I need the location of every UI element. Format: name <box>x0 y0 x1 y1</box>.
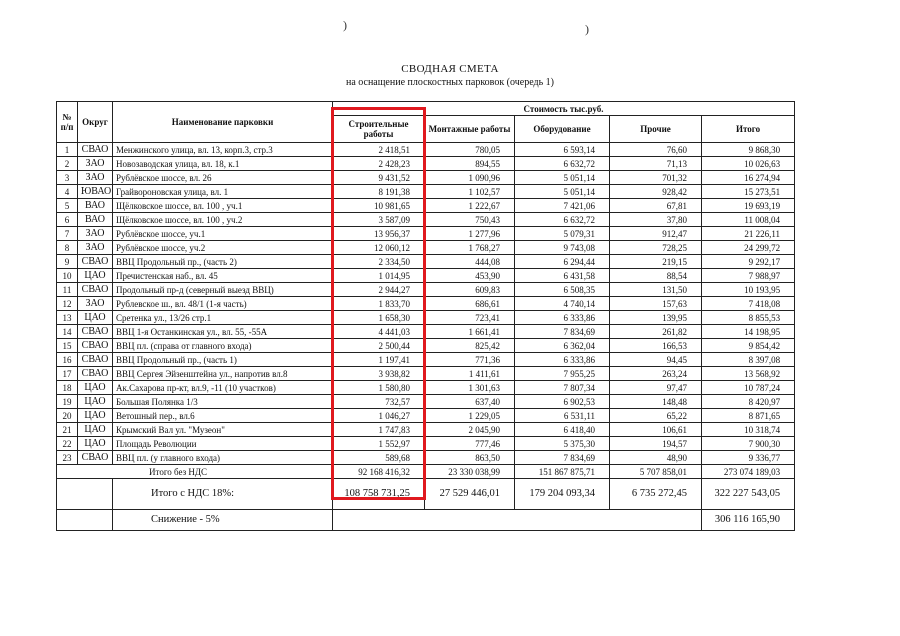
row-parking-name: Крымский Вал ул. "Музеон" <box>113 423 333 437</box>
row-installation: 894,55 <box>425 157 515 171</box>
row-construction: 1 833,70 <box>333 297 425 311</box>
row-okrug: ЦАО <box>78 409 113 423</box>
table-row <box>57 353 795 367</box>
table-row <box>57 143 795 157</box>
row-other: 88,54 <box>610 269 702 283</box>
row-parking-name: Площадь Революции <box>113 437 333 451</box>
document-subtitle: на оснащение плоскостных парковок (очередь 1) <box>345 77 555 88</box>
row-number: 14 <box>57 325 78 339</box>
row-construction: 9 431,52 <box>333 171 425 185</box>
row-installation: 2 045,90 <box>425 423 515 437</box>
row-other: 131,50 <box>610 283 702 297</box>
scan-mark-left: ) <box>343 18 347 32</box>
row-total: 10 026,63 <box>702 157 795 171</box>
row-total: 7 988,97 <box>702 269 795 283</box>
total-no-vat-construction: 92 168 416,32 <box>333 465 425 479</box>
row-construction: 12 060,12 <box>333 241 425 255</box>
row-installation: 1 661,41 <box>425 325 515 339</box>
row-other: 71,13 <box>610 157 702 171</box>
row-installation: 609,83 <box>425 283 515 297</box>
row-equipment: 6 294,44 <box>515 255 610 269</box>
row-parking-name: Ак.Сахарова пр-кт, вл.9, -11 (10 участков) <box>113 381 333 395</box>
row-equipment: 5 375,30 <box>515 437 610 451</box>
row-installation: 1 301,63 <box>425 381 515 395</box>
row-equipment: 5 051,14 <box>515 171 610 185</box>
row-installation: 1 102,57 <box>425 185 515 199</box>
table-row <box>57 269 795 283</box>
row-construction: 2 428,23 <box>333 157 425 171</box>
row-total: 9 868,30 <box>702 143 795 157</box>
row-okrug: ЗАО <box>78 171 113 185</box>
row-equipment: 6 632,72 <box>515 213 610 227</box>
total-vat-row <box>57 479 795 510</box>
row-other: 48,90 <box>610 451 702 465</box>
table-row <box>57 381 795 395</box>
discount-blank <box>57 510 113 531</box>
row-equipment: 7 807,34 <box>515 381 610 395</box>
header-name: Наименование парковки <box>113 102 333 143</box>
row-okrug: СВАО <box>78 339 113 353</box>
row-construction: 10 981,65 <box>333 199 425 213</box>
row-parking-name: Щёлковское шоссе, вл. 100 , уч.1 <box>113 199 333 213</box>
table-row <box>57 395 795 409</box>
table-row <box>57 227 795 241</box>
total-vat-total: 322 227 543,05 <box>702 479 795 510</box>
row-number: 7 <box>57 227 78 241</box>
row-number: 12 <box>57 297 78 311</box>
total-no-vat-installation: 23 330 038,99 <box>425 465 515 479</box>
row-other: 928,42 <box>610 185 702 199</box>
row-number: 23 <box>57 451 78 465</box>
row-equipment: 6 333,86 <box>515 353 610 367</box>
header-okrug: Округ <box>78 102 113 143</box>
row-total: 8 397,08 <box>702 353 795 367</box>
row-total: 14 198,95 <box>702 325 795 339</box>
row-parking-name: Менжинского улица, вл. 13, корп.3, стр.3 <box>113 143 333 157</box>
row-installation: 1 090,96 <box>425 171 515 185</box>
row-number: 19 <box>57 395 78 409</box>
row-total: 8 871,65 <box>702 409 795 423</box>
row-parking-name: Рублёвское шоссе, вл. 26 <box>113 171 333 185</box>
row-equipment: 6 531,11 <box>515 409 610 423</box>
row-construction: 1 580,80 <box>333 381 425 395</box>
row-total: 15 273,51 <box>702 185 795 199</box>
row-parking-name: Ветошный пер., вл.6 <box>113 409 333 423</box>
row-parking-name: Щёлковское шоссе, вл. 100 , уч.2 <box>113 213 333 227</box>
row-equipment: 6 902,53 <box>515 395 610 409</box>
row-okrug: ЦАО <box>78 395 113 409</box>
header-col-construction: Строительные работы <box>333 116 425 143</box>
row-total: 13 568,92 <box>702 367 795 381</box>
row-parking-name: ВВЦ пл. (справа от главного входа) <box>113 339 333 353</box>
row-construction: 1 747,83 <box>333 423 425 437</box>
row-installation: 863,50 <box>425 451 515 465</box>
row-construction: 1 014,95 <box>333 269 425 283</box>
row-total: 9 336,77 <box>702 451 795 465</box>
row-installation: 686,61 <box>425 297 515 311</box>
row-other: 65,22 <box>610 409 702 423</box>
row-parking-name: Рублёвское шоссе, уч.1 <box>113 227 333 241</box>
row-total: 8 420,97 <box>702 395 795 409</box>
row-equipment: 7 834,69 <box>515 451 610 465</box>
row-total: 11 008,04 <box>702 213 795 227</box>
discount-value: 306 116 165,90 <box>702 510 795 531</box>
row-parking-name: ВВЦ Продольный пр., (часть 1) <box>113 353 333 367</box>
row-other: 97,47 <box>610 381 702 395</box>
row-installation: 1 277,96 <box>425 227 515 241</box>
row-okrug: ЗАО <box>78 297 113 311</box>
document-title: СВОДНАЯ СМЕТА <box>401 63 499 75</box>
row-installation: 444,08 <box>425 255 515 269</box>
row-equipment: 6 632,72 <box>515 157 610 171</box>
row-other: 157,63 <box>610 297 702 311</box>
row-total: 16 274,94 <box>702 171 795 185</box>
row-number: 18 <box>57 381 78 395</box>
row-construction: 2 418,51 <box>333 143 425 157</box>
row-total: 8 855,53 <box>702 311 795 325</box>
total-vat-construction: 108 758 731,25 <box>333 479 425 510</box>
row-construction: 2 944,27 <box>333 283 425 297</box>
row-number: 15 <box>57 339 78 353</box>
table-row <box>57 423 795 437</box>
table-row <box>57 283 795 297</box>
total-vat-label: Итого с НДС 18%: <box>113 479 333 510</box>
row-parking-name: Пречистенская наб., вл. 45 <box>113 269 333 283</box>
row-equipment: 6 508,35 <box>515 283 610 297</box>
row-construction: 1 658,30 <box>333 311 425 325</box>
header-col-other: Прочие <box>610 116 702 143</box>
row-other: 106,61 <box>610 423 702 437</box>
total-no-vat-equipment: 151 867 875,71 <box>515 465 610 479</box>
table-row <box>57 437 795 451</box>
row-number: 11 <box>57 283 78 297</box>
table-row <box>57 311 795 325</box>
row-construction: 13 956,37 <box>333 227 425 241</box>
table-row <box>57 171 795 185</box>
row-number: 16 <box>57 353 78 367</box>
row-other: 728,25 <box>610 241 702 255</box>
row-parking-name: Рублевское ш., вл. 48/1 (1-я часть) <box>113 297 333 311</box>
row-total: 21 226,11 <box>702 227 795 241</box>
row-parking-name: ВВЦ Сергея Эйзенштейна ул., напротив вл.8 <box>113 367 333 381</box>
row-other: 37,80 <box>610 213 702 227</box>
row-okrug: СВАО <box>78 255 113 269</box>
table-row <box>57 241 795 255</box>
table-row <box>57 185 795 199</box>
table-row <box>57 213 795 227</box>
row-okrug: ВАО <box>78 199 113 213</box>
estimate-table <box>56 101 795 531</box>
row-parking-name: ВВЦ пл. (у главного входа) <box>113 451 333 465</box>
row-total: 10 787,24 <box>702 381 795 395</box>
row-other: 219,15 <box>610 255 702 269</box>
discount-spacer <box>333 510 702 531</box>
row-other: 148,48 <box>610 395 702 409</box>
header-col-installation: Монтажные работы <box>425 116 515 143</box>
total-vat-installation: 27 529 446,01 <box>425 479 515 510</box>
table-row <box>57 409 795 423</box>
row-okrug: ВАО <box>78 213 113 227</box>
total-no-vat-label: Итого без НДС <box>57 465 333 479</box>
row-equipment: 5 079,31 <box>515 227 610 241</box>
row-construction: 3 587,09 <box>333 213 425 227</box>
row-other: 166,53 <box>610 339 702 353</box>
row-other: 139,95 <box>610 311 702 325</box>
row-construction: 1 046,27 <box>333 409 425 423</box>
row-parking-name: ВВЦ 1-я Останкинская ул., вл. 55, -55А <box>113 325 333 339</box>
row-installation: 1 768,27 <box>425 241 515 255</box>
row-okrug: ЦАО <box>78 423 113 437</box>
row-other: 261,82 <box>610 325 702 339</box>
row-okrug: ЦАО <box>78 269 113 283</box>
total-vat-equipment: 179 204 093,34 <box>515 479 610 510</box>
row-okrug: ЦАО <box>78 311 113 325</box>
row-equipment: 7 421,06 <box>515 199 610 213</box>
row-installation: 777,46 <box>425 437 515 451</box>
row-okrug: СВАО <box>78 451 113 465</box>
row-equipment: 6 593,14 <box>515 143 610 157</box>
row-total: 7 418,08 <box>702 297 795 311</box>
row-equipment: 6 333,86 <box>515 311 610 325</box>
row-total: 19 693,19 <box>702 199 795 213</box>
row-number: 2 <box>57 157 78 171</box>
header-col-total: Итого <box>702 116 795 143</box>
row-construction: 3 938,82 <box>333 367 425 381</box>
row-equipment: 6 431,58 <box>515 269 610 283</box>
row-total: 10 193,95 <box>702 283 795 297</box>
table-row <box>57 451 795 465</box>
row-installation: 825,42 <box>425 339 515 353</box>
row-okrug: СВАО <box>78 353 113 367</box>
row-equipment: 7 955,25 <box>515 367 610 381</box>
table-row <box>57 325 795 339</box>
row-number: 3 <box>57 171 78 185</box>
row-construction: 2 334,50 <box>333 255 425 269</box>
row-number: 17 <box>57 367 78 381</box>
total-vat-blank <box>57 479 113 510</box>
row-installation: 1 222,67 <box>425 199 515 213</box>
row-okrug: ЮВАО <box>78 185 113 199</box>
discount-label: Снижение - 5% <box>113 510 333 531</box>
row-number: 6 <box>57 213 78 227</box>
row-installation: 453,90 <box>425 269 515 283</box>
row-equipment: 6 418,40 <box>515 423 610 437</box>
row-parking-name: Большая Полянка 1/3 <box>113 395 333 409</box>
row-okrug: ЦАО <box>78 437 113 451</box>
row-total: 7 900,30 <box>702 437 795 451</box>
row-other: 94,45 <box>610 353 702 367</box>
row-parking-name: Грайвороновская улица, вл. 1 <box>113 185 333 199</box>
row-number: 1 <box>57 143 78 157</box>
row-installation: 780,05 <box>425 143 515 157</box>
row-construction: 589,68 <box>333 451 425 465</box>
row-other: 912,47 <box>610 227 702 241</box>
table-row <box>57 367 795 381</box>
row-total: 10 318,74 <box>702 423 795 437</box>
row-number: 4 <box>57 185 78 199</box>
row-installation: 1 411,61 <box>425 367 515 381</box>
row-construction: 1 197,41 <box>333 353 425 367</box>
total-vat-other: 6 735 272,45 <box>610 479 702 510</box>
row-equipment: 9 743,08 <box>515 241 610 255</box>
row-other: 67,81 <box>610 199 702 213</box>
row-okrug: СВАО <box>78 325 113 339</box>
row-number: 13 <box>57 311 78 325</box>
scan-mark-right: ) <box>585 22 589 36</box>
total-no-vat-row <box>57 465 795 479</box>
total-no-vat-other: 5 707 858,01 <box>610 465 702 479</box>
header-num: № п/п <box>57 102 78 143</box>
row-number: 10 <box>57 269 78 283</box>
table-row <box>57 255 795 269</box>
row-number: 21 <box>57 423 78 437</box>
row-installation: 771,36 <box>425 353 515 367</box>
row-equipment: 4 740,14 <box>515 297 610 311</box>
row-okrug: ЗАО <box>78 227 113 241</box>
row-installation: 750,43 <box>425 213 515 227</box>
row-installation: 723,41 <box>425 311 515 325</box>
row-construction: 4 441,03 <box>333 325 425 339</box>
total-no-vat-total: 273 074 189,03 <box>702 465 795 479</box>
row-okrug: СВАО <box>78 367 113 381</box>
row-parking-name: Рублёвское шоссе, уч.2 <box>113 241 333 255</box>
row-total: 24 299,72 <box>702 241 795 255</box>
row-okrug: СВАО <box>78 283 113 297</box>
row-number: 5 <box>57 199 78 213</box>
row-number: 9 <box>57 255 78 269</box>
row-construction: 8 191,38 <box>333 185 425 199</box>
row-construction: 732,57 <box>333 395 425 409</box>
table-row <box>57 199 795 213</box>
row-other: 263,24 <box>610 367 702 381</box>
table-row <box>57 157 795 171</box>
row-other: 194,57 <box>610 437 702 451</box>
row-number: 20 <box>57 409 78 423</box>
row-okrug: ЗАО <box>78 241 113 255</box>
row-number: 22 <box>57 437 78 451</box>
header-cost-group: Стоимость тыс.руб. <box>333 102 795 116</box>
row-total: 9 854,42 <box>702 339 795 353</box>
row-other: 76,60 <box>610 143 702 157</box>
row-parking-name: Продольный пр-д (северный выезд ВВЦ) <box>113 283 333 297</box>
row-construction: 2 500,44 <box>333 339 425 353</box>
table-row <box>57 339 795 353</box>
row-number: 8 <box>57 241 78 255</box>
row-parking-name: Новозаводская улица, вл. 18, к.1 <box>113 157 333 171</box>
row-equipment: 6 362,04 <box>515 339 610 353</box>
row-parking-name: Сретенка ул., 13/26 стр.1 <box>113 311 333 325</box>
row-parking-name: ВВЦ Продольный пр., (часть 2) <box>113 255 333 269</box>
row-equipment: 7 834,69 <box>515 325 610 339</box>
row-installation: 1 229,05 <box>425 409 515 423</box>
row-other: 701,32 <box>610 171 702 185</box>
row-total: 9 292,17 <box>702 255 795 269</box>
row-installation: 637,40 <box>425 395 515 409</box>
row-okrug: ЦАО <box>78 381 113 395</box>
row-construction: 1 552,97 <box>333 437 425 451</box>
row-okrug: ЗАО <box>78 157 113 171</box>
row-okrug: СВАО <box>78 143 113 157</box>
table-row <box>57 297 795 311</box>
header-col-equipment: Оборудование <box>515 116 610 143</box>
row-equipment: 5 051,14 <box>515 185 610 199</box>
discount-row <box>57 510 795 531</box>
